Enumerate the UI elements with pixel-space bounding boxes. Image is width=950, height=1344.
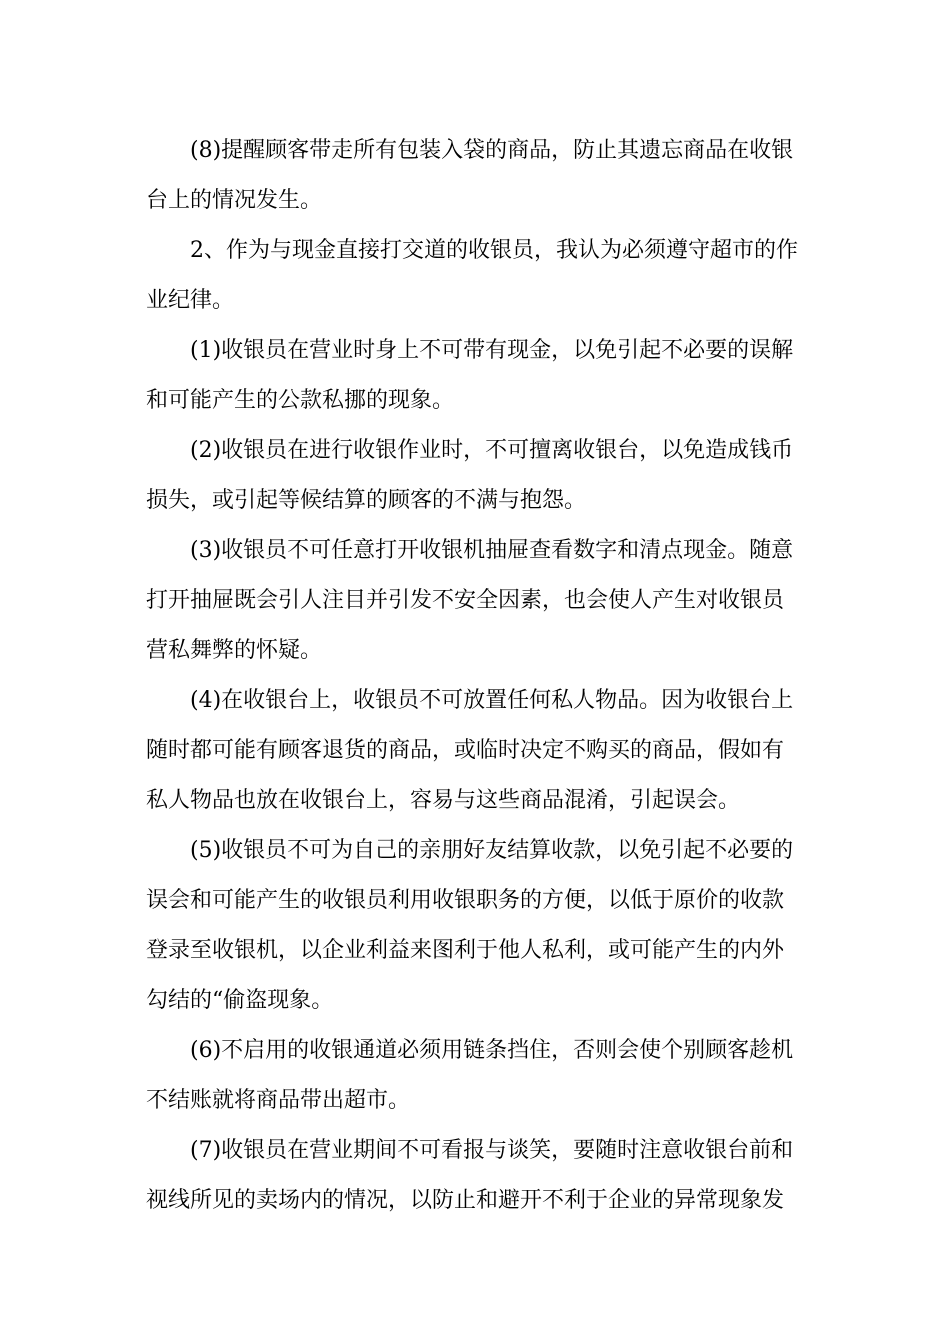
text-line: (6)不启用的收银通道必须用链条挡住，否则会使个别顾客趁机	[190, 1038, 794, 1063]
text-line: 2、作为与现金直接打交道的收银员，我认为必须遵守超市的作	[190, 238, 798, 263]
text-line: (8)提醒顾客带走所有包装入袋的商品，防止其遗忘商品在收银	[190, 138, 794, 163]
text-line: 和可能产生的公款私挪的现象。	[146, 388, 455, 413]
text-line: 打开抽屉既会引人注目并引发不安全因素，也会使人产生对收银员	[146, 588, 785, 613]
text-line: 勾结的“偷盗现象。	[146, 988, 334, 1013]
text-line: (1)收银员在营业时身上不可带有现金，以免引起不必要的误解	[190, 338, 794, 363]
text-line: 台上的情况发生。	[146, 188, 323, 213]
text-line: 随时都可能有顾客退货的商品，或临时决定不购买的商品，假如有	[146, 738, 785, 763]
text-line: (3)收银员不可任意打开收银机抽屉查看数字和清点现金。随意	[190, 538, 794, 563]
text-line: (4)在收银台上，收银员不可放置任何私人物品。因为收银台上	[190, 688, 794, 713]
text-line: (7)收银员在营业期间不可看报与谈笑，要随时注意收银台前和	[190, 1138, 794, 1163]
text-line: 误会和可能产生的收银员利用收银职务的方便，以低于原价的收款	[146, 888, 785, 913]
text-line: 营私舞弊的怀疑。	[146, 638, 323, 663]
text-line: 私人物品也放在收银台上，容易与这些商品混淆，引起误会。	[146, 788, 741, 813]
text-line: 登录至收银机，以企业利益来图利于他人私利，或可能产生的内外	[146, 938, 785, 963]
text-line: 业纪律。	[146, 288, 235, 313]
text-line: 视线所见的卖场内的情况，以防止和避开不利于企业的异常现象发	[146, 1188, 785, 1213]
text-line: 不结账就将商品带出超市。	[146, 1088, 411, 1113]
text-line: (2)收银员在进行收银作业时，不可擅离收银台，以免造成钱币	[190, 438, 794, 463]
text-line: (5)收银员不可为自己的亲朋好友结算收款，以免引起不必要的	[190, 838, 794, 863]
text-line: 损失，或引起等候结算的顾客的不满与抱怨。	[146, 488, 587, 513]
